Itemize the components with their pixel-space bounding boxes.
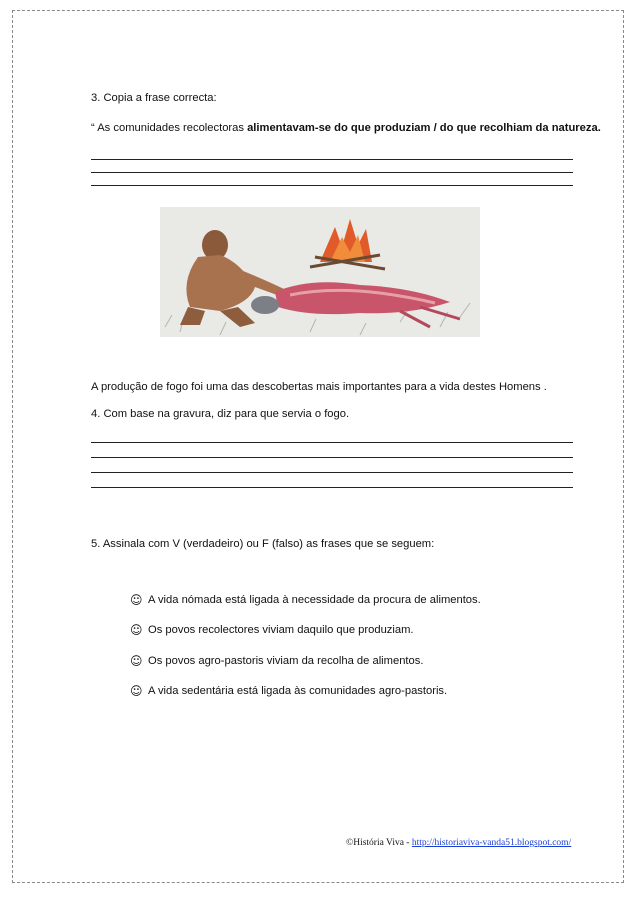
question-3-title: 3. Copia a frase correcta: xyxy=(91,92,217,104)
footer-prefix: ©História Viva - xyxy=(346,838,412,848)
answer-lines-4 xyxy=(91,433,573,488)
question-3-sentence-start: “ As comunidades recolectoras xyxy=(91,122,248,134)
answer-line[interactable] xyxy=(91,448,573,458)
illustration-svg xyxy=(160,207,480,337)
answer-lines-3 xyxy=(91,150,573,186)
question-3-sentence xyxy=(91,122,601,134)
smiley-icon[interactable]: ☺ xyxy=(130,623,143,637)
smiley-icon[interactable]: ☺ xyxy=(130,684,143,698)
answer-line[interactable] xyxy=(91,433,573,443)
answer-line[interactable] xyxy=(91,163,573,173)
footer-credit xyxy=(346,838,571,848)
question-4-title: 4. Com base na gravura, diz para que servia o fogo. xyxy=(91,408,350,420)
statement-text: Os povos agro-pastoris viviam da recolha de alimentos. xyxy=(148,654,424,667)
true-false-list xyxy=(130,592,481,714)
answer-line[interactable] xyxy=(91,463,573,473)
question-3-sentence-options: alimentavam-se do que produziam / do que recolhiam da natureza. xyxy=(247,122,601,134)
fire-statement: A produção de fogo foi uma das descobertas mais importantes para a vida destes Homens . xyxy=(91,381,547,393)
smiley-icon[interactable]: ☺ xyxy=(130,592,143,607)
answer-line[interactable] xyxy=(91,150,573,160)
question-5-title: 5. Assinala com V (verdadeiro) ou F (falso) as frases que se seguem: xyxy=(91,538,435,550)
list-item[interactable] xyxy=(130,653,481,668)
blog-link[interactable]: http://historiaviva-vanda51.blogspot.com/ xyxy=(411,838,572,848)
statement-text: A vida sedentária está ligada às comunidades agro-pastoris. xyxy=(148,685,448,697)
statement-text: A vida nómada está ligada à necessidade da procura de alimentos. xyxy=(148,593,481,606)
smiley-icon[interactable]: ☺ xyxy=(130,653,143,668)
caveman-fire-illustration xyxy=(160,207,480,337)
list-item[interactable] xyxy=(130,623,481,638)
answer-line[interactable] xyxy=(91,478,573,488)
list-item[interactable] xyxy=(130,592,481,607)
list-item[interactable] xyxy=(130,684,481,699)
statement-text: Os povos recolectores viviam daquilo que produziam. xyxy=(148,624,414,636)
answer-line[interactable] xyxy=(91,176,573,186)
